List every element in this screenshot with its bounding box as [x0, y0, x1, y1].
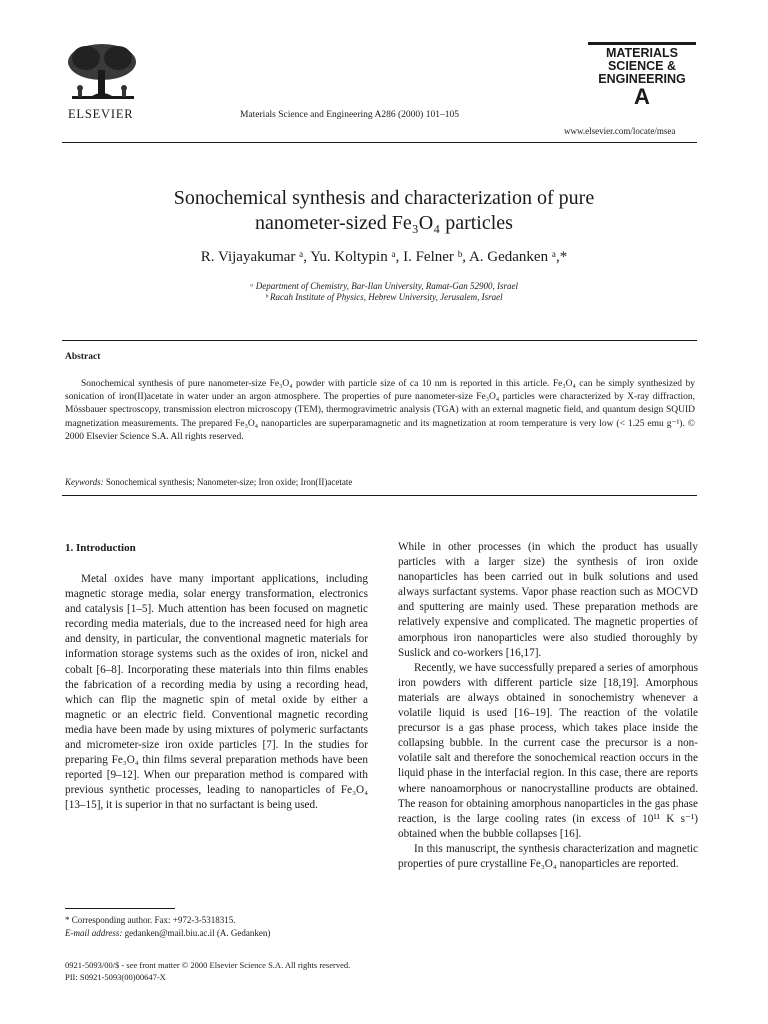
title-line: Sonochemical synthesis and characterization of pure — [173, 187, 595, 209]
journal-logo-line: SCIENCE & — [607, 59, 677, 73]
body-paragraph: Recently, we have successfully prepared a series of amorphous iron powders with different particle size [18,19]. Amorphous materials are always obtained in sonochemistry whenever a volatile liquid is used [16–19]. The reaction of the volatile precursor is a gas phase process, which takes place inside the collapsing bubble. In the current case the precursor is a non-volatile salt and therefore the sonochemical reaction occurs in the liquid phase in the interfacial region. In this case, there are reports where nanoamorphous or nanocrystalline products are obtained. The reason for obtaining amorphous nanoparticles in the gas phase reaction, is the large cooling rates (in excess of 10¹¹ K s⁻¹) obtained when the bubble collapses [16]. — [398, 661, 698, 840]
footnote-email-line — [65, 927, 270, 940]
abstract-text: Sonochemical synthesis of pure nanometer-size Fe₃O₄ powder with particle size of ca 10 nm is reported in this article. Fe₃O₄ can be simply synthesized by sonication of iron(II)acetate in water under an argon atmosphere. The properties of pure nanometer-size Fe₃O₄ particles were characterized by X-ray diffraction, Mössbauer spectroscopy, transmission electron microscopy (TEM), thermogravimetric analysis (TGA) with an external magnetic field, and quantum design SQUID magnetization measurements. The prepared Fe₃O₄ nanoparticles are superparamagnetic and its magnetization at room temperature is very low (< 1.25 emu g⁻¹). © 2000 Elsevier Science S.A. All rights reserved. — [65, 379, 695, 442]
keywords-divider — [62, 495, 697, 496]
pii-line: PII: S0921-5093(00)00647-X — [65, 971, 166, 982]
email-label: E-mail address: — [65, 927, 123, 938]
journal-website-link[interactable]: www.elsevier.com/locate/msea — [564, 126, 676, 136]
page-footer — [65, 960, 350, 983]
right-column — [398, 540, 698, 872]
email-address[interactable]: gedanken@mail.biu.ac.il (A. Gedanken) — [124, 927, 271, 938]
affiliation: ᵃ Department of Chemistry, Bar-Ilan University, Ramat-Gan 52900, Israel — [249, 281, 519, 291]
abstract-heading: Abstract — [65, 352, 101, 362]
journal-logo-line: MATERIALS — [606, 46, 678, 60]
publisher-name: ELSEVIER — [68, 107, 134, 121]
paper-title — [100, 186, 668, 236]
keywords — [65, 477, 695, 487]
header-divider — [62, 142, 697, 143]
title-line: nanometer-sized Fe₃O₄ particles — [255, 212, 513, 234]
footnote-corresponding: * Corresponding author. Fax: +972-3-5318315. — [65, 915, 236, 925]
abstract-top-divider — [62, 340, 697, 341]
journal-logo — [588, 42, 696, 108]
body-paragraph: While in other processes (in which the product has usually particles with a larger size) the synthesis of iron oxide nanoparticles has been carried out in bulk solutions and used always surfactant systems. Vapor phase reaction such as MOCVD and sputtering are mainly used. These preparation methods are relatively expensive and complicated. The magnetic properties of amorphous iron nanoparticles were also studied thoroughly by Suslick and co-workers [16,17]. — [398, 541, 698, 659]
section-heading: 1. Introduction — [65, 542, 136, 554]
body-paragraph: Metal oxides have many important applications, including magnetic storage media, solar energy transformation, electronics and catalysis [1–5]. Much attention has been focused on magnetic recording media materials, due to the increased need for high area and density, in particular, the conventional magnetic materials for information storage systems such as the oxides of iron, nickel and cobalt [6–8]. Incorporating these materials into thin films enables the fabrication of a recording media by using a recording head, which can flip the magnetic spin of metal oxide by either a magnetic or an electric field. Conventional magnetic recording media have been made by using mixtures of polymeric surfactants and micrometer-size iron oxide particles [7]. In the studies for preparing Fe₃O₄ thin films several preparation methods have been reported [9–12]. When our preparation method is compared with previous synthetic processes, leading to nanoparticles of Fe₃O₄ [13–15], it is superior in that no surfactant is being used. — [65, 573, 368, 812]
footnote — [65, 914, 270, 939]
elsevier-tree-logo — [62, 40, 142, 106]
body-paragraph: In this manuscript, the synthesis characterization and magnetic properties of pure crystalline Fe₃O₄ nanoparticles are reported. — [398, 842, 698, 870]
author-list: R. Vijayakumar ᵃ, Yu. Koltypin ᵃ, I. Felner ᵇ, A. Gedanken ᵃ,* — [200, 249, 568, 265]
journal-reference: Materials Science and Engineering A286 (2000) 101–105 — [240, 110, 459, 120]
keywords-label: Keywords: — [65, 477, 104, 487]
left-column — [65, 572, 368, 814]
copyright-line: 0921-5093/00/$ - see front matter © 2000 Elsevier Science S.A. All rights reserved. — [65, 960, 351, 970]
journal-logo-line: ENGINEERING — [598, 72, 686, 86]
affiliation: ᵇ Racah Institute of Physics, Hebrew University, Jerusalem, Israel — [265, 292, 503, 302]
keywords-list: Sonochemical synthesis; Nanometer-size; Iron oxide; Iron(II)acetate — [105, 477, 353, 487]
affiliations — [100, 281, 668, 303]
footnote-divider — [65, 908, 175, 909]
journal-logo-letter: A — [634, 84, 650, 109]
